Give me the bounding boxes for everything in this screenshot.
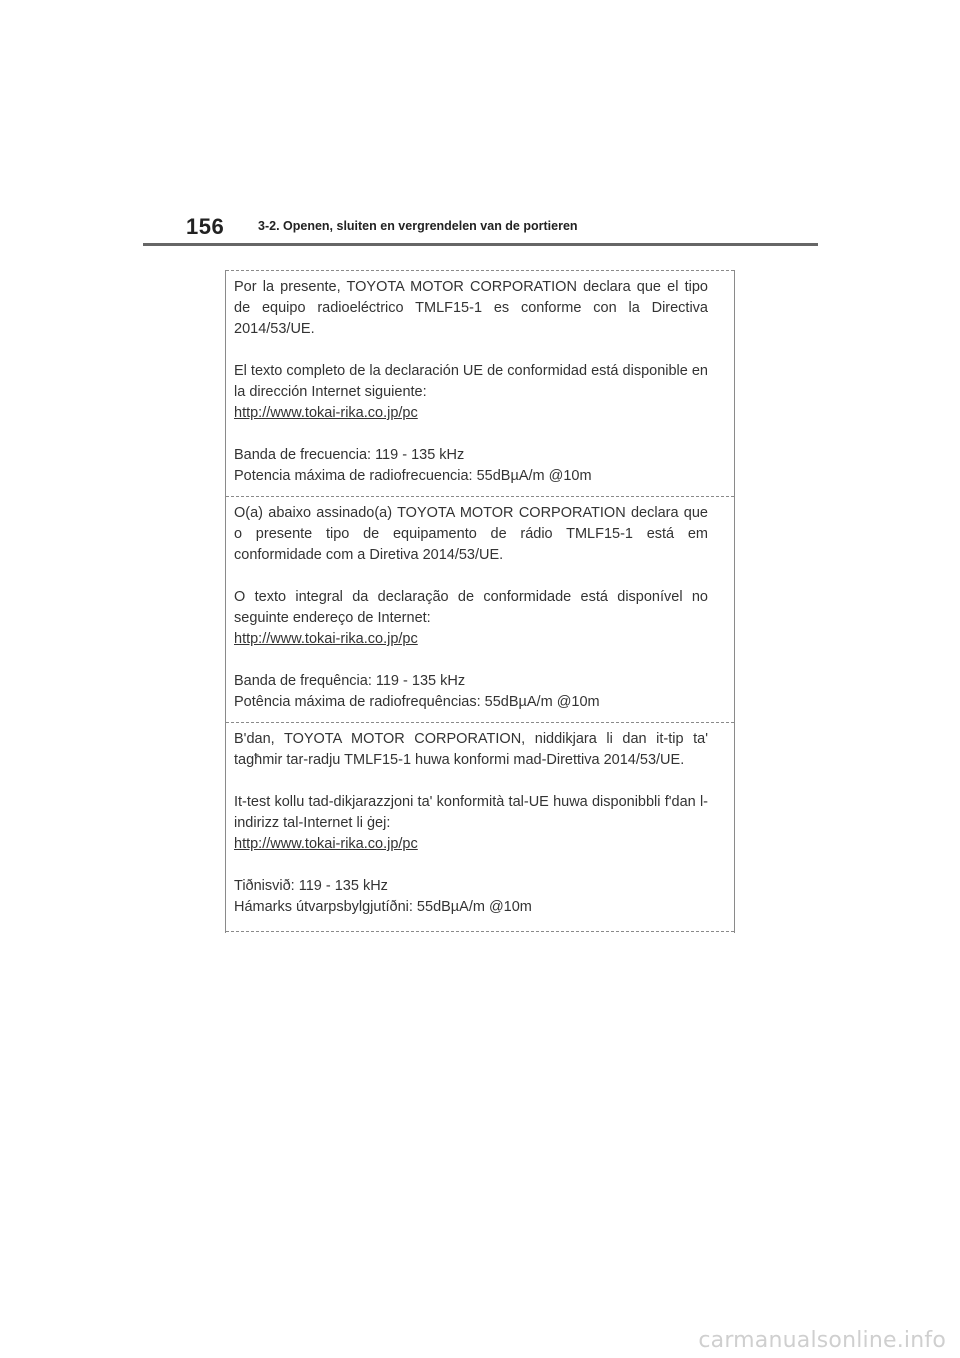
declaration-availability: It-test kollu tad-dikjarazzjoni ta' konformità tal-UE huwa disponibbli f'dan l-indirizz tal-Internet li ġej:	[234, 794, 708, 831]
declaration-box	[225, 270, 735, 933]
declaration-power: Potência máxima de radiofrequências: 55dBµA/m @10m	[234, 694, 600, 710]
page-number: 156	[186, 214, 225, 239]
declaration-url-link[interactable]: http://www.tokai-rika.co.jp/pc	[234, 631, 418, 647]
watermark: carmanualsonline.info	[698, 1328, 946, 1353]
declaration-statement: Por la presente, TOYOTA MOTOR CORPORATION declara que el tipo de equipo radioeléctrico TMLF15-1 es conforme con la Directiva 2014/53/UE.	[234, 279, 708, 337]
declaration-availability: O texto integral da declaração de conformidade está disponível no seguinte endereço de Internet:	[234, 589, 708, 626]
declaration-power: Potencia máxima de radiofrecuencia: 55dBµA/m @10m	[234, 468, 592, 484]
declaration-availability: El texto completo de la declaración UE de conformidad está disponible en la dirección Internet siguiente:	[234, 363, 708, 400]
declaration-block-es	[226, 270, 734, 496]
section-title: 3-2. Openen, sluiten en vergrendelen van de portieren	[258, 219, 578, 233]
declaration-frequency: Banda de frequência: 119 - 135 kHz	[234, 673, 466, 689]
declaration-url-link[interactable]: http://www.tokai-rika.co.jp/pc	[234, 836, 418, 852]
header-rule	[143, 243, 818, 246]
declaration-frequency: Banda de frecuencia: 119 - 135 kHz	[234, 447, 465, 463]
declaration-frequency: Tiðnisvið: 119 - 135 kHz	[234, 878, 388, 894]
declaration-url-link[interactable]: http://www.tokai-rika.co.jp/pc	[234, 405, 418, 421]
declaration-block-mt	[226, 722, 734, 932]
declaration-block-pt	[226, 496, 734, 722]
declaration-statement: B'dan, TOYOTA MOTOR CORPORATION, niddikjara li dan it-tip ta' tagħmir tar-radju TMLF15-1 huwa konformi mad-Direttiva 2014/53/UE.	[234, 731, 708, 768]
declaration-statement: O(a) abaixo assinado(a) TOYOTA MOTOR CORPORATION declara que o presente tipo de equipamento de rádio TMLF15-1 está em conformidade com a Diretiva 2014/53/UE.	[234, 505, 708, 563]
declaration-power: Hámarks útvarpsbylgjutíðni: 55dBµA/m @10m	[234, 899, 532, 915]
